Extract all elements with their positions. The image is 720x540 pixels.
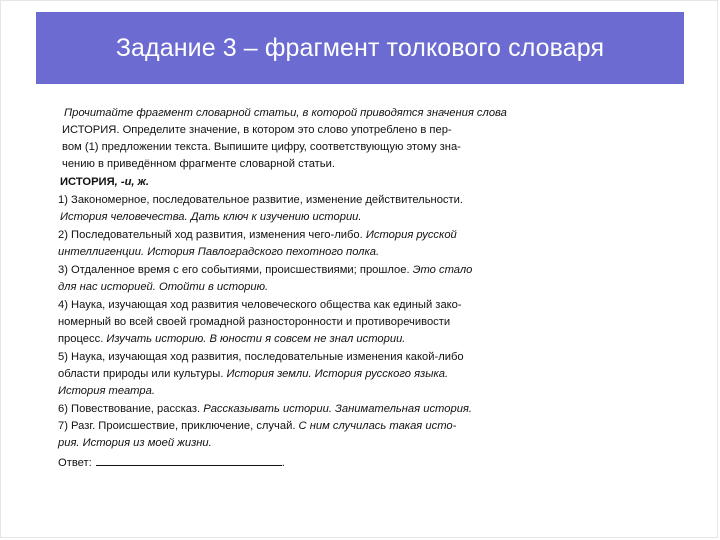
headword: ИСТОРИЯ: [60, 176, 115, 188]
task-line-1: Прочитайте фрагмент словарной статьи, в которой приводятся значения слова: [64, 107, 507, 119]
answer-blank[interactable]: [96, 454, 282, 466]
meaning-2-example-a: История русской: [365, 229, 457, 241]
meaning-7-example-b: рия. История из моей жизни.: [58, 437, 212, 449]
answer-end: .: [281, 457, 285, 469]
meaning-4-definition-b: номерный во всей своей громадной разносторонности и противоречивости: [58, 316, 451, 328]
meaning-7-line-1: [58, 419, 456, 433]
headword-grammar: , -и, ж.: [114, 176, 149, 188]
meaning-4-definition-a: 4) Наука, изучающая ход развития человеческого общества как единый зако-: [58, 299, 462, 311]
meaning-3-example-b: для нас историей. Отойти в историю.: [58, 281, 269, 293]
meaning-5-example-a: История земли. История русского языка.: [226, 368, 449, 380]
meaning-5-example-b: История театра.: [58, 385, 155, 397]
meaning-2-definition: 2) Последовательный ход развития, изменения чего-либо.: [58, 229, 363, 241]
meaning-1-definition: 1) Закономерное, последовательное развитие, изменение действительности.: [58, 194, 463, 206]
meaning-6-line: [58, 402, 472, 416]
task-line-3: вом (1) предложении текста. Выпишите цифру, соответствующую этому зна-: [62, 141, 461, 153]
meaning-7-example-a: С ним случилась такая исто-: [298, 420, 457, 432]
meaning-4-example: Изучать историю. В юности я совсем не знал истории.: [106, 333, 406, 345]
meaning-5-definition-b: области природы или культуры.: [58, 368, 224, 380]
meaning-6-example: Рассказывать истории. Занимательная история.: [203, 403, 472, 415]
answer-row: [58, 454, 285, 470]
task-line-2: ИСТОРИЯ. Определите значение, в котором это слово употреблено в пер-: [62, 124, 452, 136]
meaning-2-line-1: [58, 228, 457, 242]
answer-label: Ответ:: [58, 457, 92, 469]
meaning-3-definition: 3) Отдаленное время с его событиями, происшествиями; прошлое.: [58, 264, 410, 276]
task-line-4: чению в приведённом фрагменте словарной статьи.: [62, 158, 335, 170]
meaning-7-definition: 7) Разг. Происшествие, приключение, случай.: [58, 420, 296, 432]
meaning-5-line-2: [58, 367, 448, 381]
headword-line: [60, 175, 149, 189]
meaning-4-line-3: [58, 332, 405, 346]
meaning-6-definition: 6) Повествование, рассказ.: [58, 403, 201, 415]
meaning-1-example: История человечества. Дать ключ к изучению истории.: [60, 211, 362, 223]
meaning-2-example-b: интеллигенции. История Павлоградского пехотного полка.: [58, 246, 380, 258]
meaning-4-definition-c: процесс.: [58, 333, 104, 345]
meaning-5-definition-a: 5) Наука, изучающая ход развития, последовательные изменения какой-либо: [58, 351, 464, 363]
slide-title: Задание 3 – фрагмент толкового словаря: [115, 33, 605, 62]
meaning-3-example-a: Это стало: [412, 264, 473, 276]
meaning-3-line-1: [58, 263, 472, 277]
